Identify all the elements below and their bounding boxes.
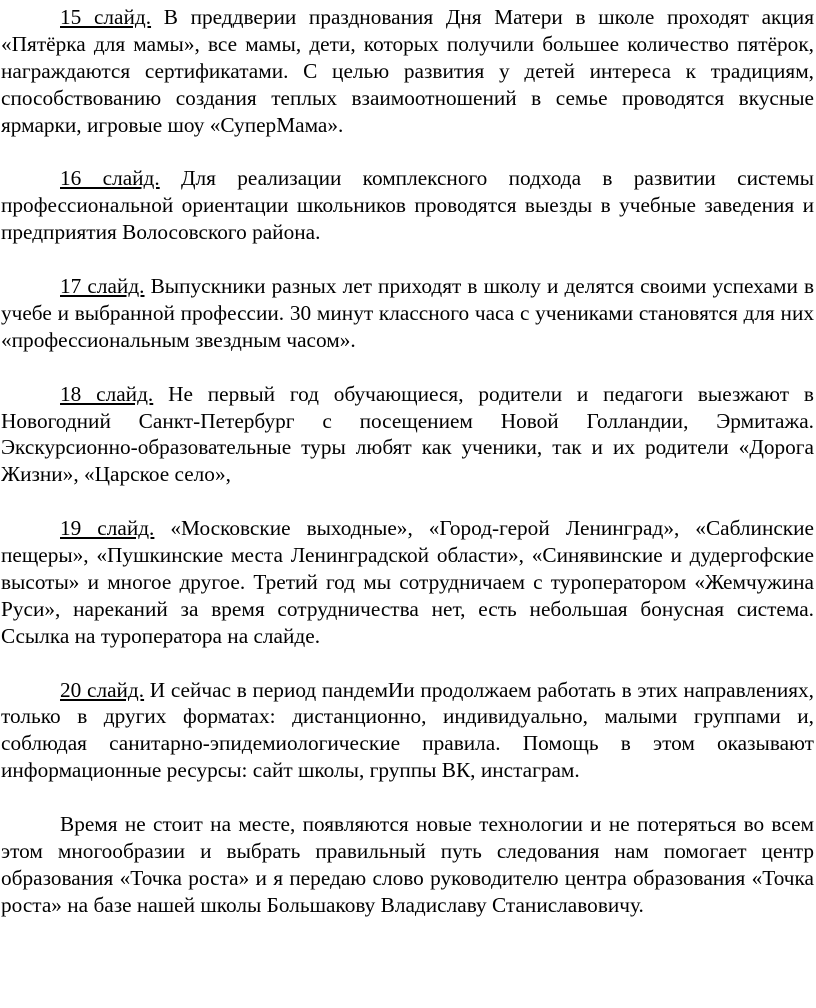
slide-20-text: И сейчас в период пандемИи продолжаем работать в этих направлениях, только в других форматах: дистанционно, индивидуально, малыми группами и, соблюдая санитарно-эпидемиологические правила. Помощь в этом оказывают информационные ресурсы: сайт школы, группы ВК, инстаграм. [1,677,814,783]
slide-20-paragraph [1,677,814,785]
slide-15-text: В преддверии празднования Дня Матери в школе проходят акция «Пятёрка для мамы», все мамы, дети, которых получили большее количество пятёрок, награждаются сертификатами. С целью развития у детей интереса к традициям, способствованию создания теплых взаимоотношений в семье проводятся вкусные ярмарки, игровые шоу «СуперМама». [1,5,814,137]
slide-16-label: 16 слайд. [60,166,160,191]
slide-16-paragraph [1,165,814,246]
slide-15-label: 15 слайд. [60,5,152,29]
slide-15-paragraph [1,4,814,139]
slide-17-paragraph [1,273,814,354]
slide-17-text: Выпускники разных лет приходят в школу и делятся своими успехами в учебе и выбранной профессии. 30 минут классного часа с учениками становятся для них «профессиональным звездным часом». [1,274,814,352]
slide-18-label: 18 слайд. [60,381,154,406]
slide-19-label: 19 слайд. [60,516,155,541]
slide-16-text: Для реализации комплексного подхода в развитии системы профессиональной ориентации школьников проводятся выезды в учебные заведения и предприятия Волосовского района. [1,166,814,245]
slide-17-label: 17 слайд. [60,274,145,299]
slide-19-paragraph [1,515,814,650]
slide-19-text: «Московские выходные», «Город-герой Ленинград», «Саблинские пещеры», «Пушкинские места Ленинградской области», «Синявинские и дудергофские высоты» и многое другое. Третий год мы сотрудничаем с туроператором «Жемчужина Руси», нареканий за время сотрудничества нет, есть небольшая бонусная система. Ссылка на туроператора на слайде. [1,516,814,648]
slide-20-label: 20 слайд. [60,677,145,702]
slide-18-text: Не первый год обучающиеся, родители и педагоги выезжают в Новогодний Санкт-Петербург с посещением Новой Голландии, Эрмитажа. Экскурсионно-образовательные туры любят как ученики, так и их родители «Дорога Жизни», «Царское село», [1,381,814,487]
closing-paragraph: Время не стоит на месте, появляются новые технологии и не потеряться во всем этом многообразии и выбрать правильный путь следования нам помогает центр образования «Точка роста» и я передаю слово руководителю центра образования «Точка роста» на базе нашей школы Большакову Владиславу Станиславовичу. [1,812,814,917]
slide-18-paragraph [1,381,814,489]
